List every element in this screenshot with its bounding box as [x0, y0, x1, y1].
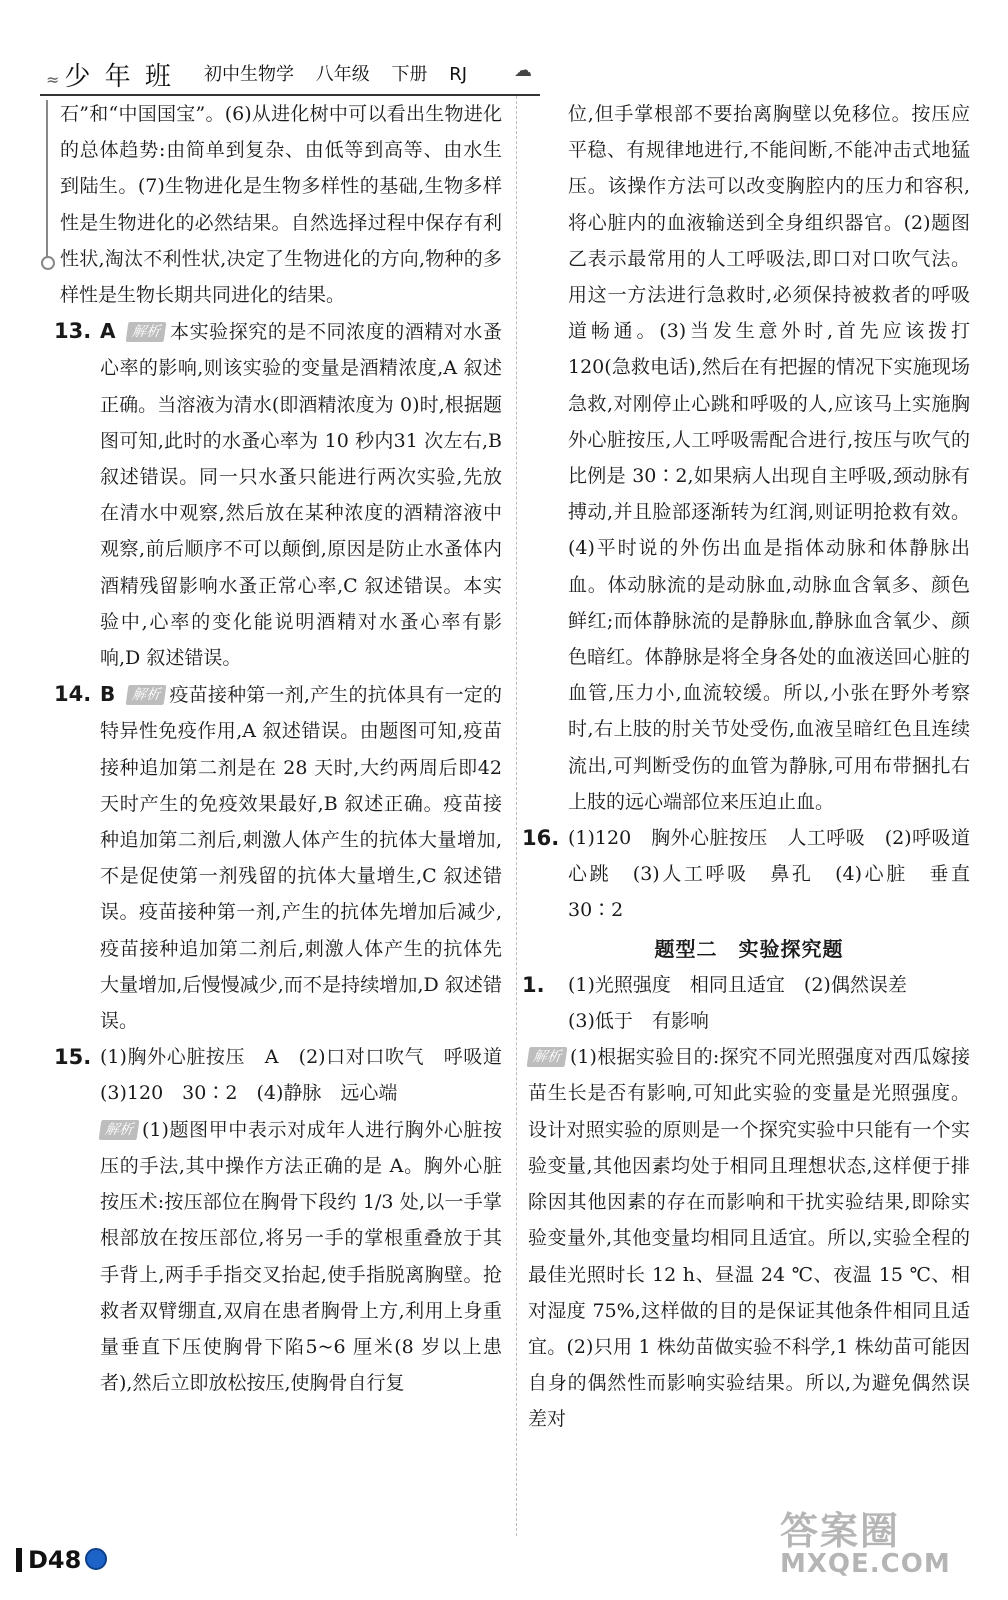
section-title: 题型二 实验探究题 [654, 936, 844, 961]
watermark-line-1: 答案圈 [780, 1509, 901, 1553]
margin-dot [41, 256, 55, 270]
question-15-analysis [60, 1112, 502, 1402]
answer-line-2: (3)低于 有影响 [568, 1010, 709, 1033]
edition: RJ [449, 64, 468, 85]
series-logo [46, 56, 174, 93]
answer-text: (1)120 胸外心脏按压 人工呼吸 (2)呼吸道 心跳 (3)人工呼吸 鼻孔 (4)心脏 垂直 30∶2 [568, 827, 990, 922]
question-1 [522, 967, 970, 1003]
analysis-text: 本实验探究的是不同浓度的酒精对水蚤心率的影响,则该实验的变量是酒精浓度,A 叙述正确。当溶液为清水(即酒精浓度为 0)时,根据题图可知,此时的水蚤心率为 10 秒内31 次左右,B 叙述错误。同一只水蚤只能进行两次实验,先放在清水中观察,然后放在某种浓度的酒精溶液中观察,前后顺序不可以颠倒,原因是防止水蚤体内酒精残留影响水蚤正常心率,C 叙述错误。本实验中,心率的变化能说明酒精对水蚤心率有影响,D 叙述错误。 [100, 321, 502, 670]
logo-deco-icon: ≈ [46, 70, 63, 89]
analysis-text: (1)根据实验目的:探究不同光照强度对西瓜嫁接苗生长是否有影响,可知此实验的变量是光照强度。设计对照实验的原则是一个探究实验中只能有一个实验变量,其他因素均处于相同且理想状态,这样便于排除因其他因素的存在而影响和干扰实验结果,即除实验变量外,其他变量均相同且适宜。所以,实验全程的最佳光照时长 12 h、昼温 24 ℃、夜温 15 ℃、相对湿度 75%,这样做的目的是保证其他条件相同且适宜。(2)只用 1 株幼苗做实验不科学,1 株幼苗可能因自身的偶然性而影响实验结果。所以,为避免偶然误差对 [528, 1046, 970, 1431]
footer-mark [16, 1548, 22, 1572]
question-16 [522, 820, 990, 929]
page-footer [16, 1546, 107, 1574]
answer-choice: A [100, 319, 116, 344]
grade: 八年级 [315, 64, 370, 85]
question-number: 1. [522, 972, 545, 997]
watermark-line-2: MXQE.COM [780, 1549, 951, 1579]
answer-text: (1)胸外心脏按压 A (2)口对口吹气 呼吸道 (3)120 30∶2 (4)静脉 远心端 [100, 1046, 522, 1105]
question-number: 14. [54, 682, 92, 707]
analysis-text: (1)题图甲中表示对成年人进行胸外心脏按压的手法,其中操作方法正确的是 A。胸外心脏按压术:按压部位在胸骨下段约 1/3 处,以一手掌根部放在按压部位,将另一手的掌根重叠放于其手背上,两手手指交叉抬起,使手指脱离胸壁。抢救者双臂绷直,双肩在患者胸骨上方,利用上身重量垂直下压使胸骨下陷5~6 厘米(8 岁以上患者),然后立即放松按压,使胸骨自行复 [100, 1118, 502, 1395]
ball-icon [85, 1548, 107, 1570]
subject-line [204, 60, 483, 86]
margin-line [46, 100, 48, 260]
analysis-tag: 解析 [126, 685, 167, 705]
analysis-text: 疫苗接种第一剂,产生的抗体具有一定的特异性免疫作用,A 叙述错误。由题图可知,疫苗接种追加第二剂是在 28 天时,大约两周后即42 天时产生的免疫效果最好,B 叙述正确。疫苗接种追加第二剂后,刺激人体产生的抗体大量增加,不是促使第一剂残留的抗体大量增生,C 叙述错误。疫苗接种第一剂,产生的抗体先增加后减少,疫苗接种追加第二剂后,刺激人体产生的抗体先大量增加,后慢慢减少,而不是持续增加,D 叙述错误。 [100, 684, 502, 1033]
cloud-icon: ☁ [514, 60, 532, 81]
volume: 下册 [391, 64, 428, 85]
left-column [54, 96, 522, 1401]
page-header [40, 56, 560, 100]
question-number: 15. [54, 1045, 92, 1070]
analysis-tag: 解析 [527, 1047, 568, 1067]
answer-line-1: (1)光照强度 相同且适宜 (2)偶然误差 [568, 973, 907, 996]
watermark [780, 1500, 980, 1590]
subject-name: 初中生物学 [204, 64, 294, 85]
question-14 [54, 676, 502, 1039]
question-number: 13. [54, 319, 92, 344]
question-13 [54, 313, 502, 676]
analysis-tag: 解析 [126, 322, 167, 342]
column-divider [516, 96, 517, 1536]
intro-paragraph: 石”和“中国国宝”。(6)从进化树中可以看出生物进化的总体趋势:由简单到复杂、由低等到高等、由水生到陆生。(7)生物进化是生物多样性的基础,生物多样性是生物进化的必然结果。自然选择过程中保存有利性状,淘汰不利性状,决定了生物进化的方向,物种的多样性是生物长期共同进化的结果。 [60, 103, 502, 307]
analysis-tag: 解析 [99, 1120, 140, 1140]
page-number: D48 [28, 1546, 82, 1574]
question-15-continued: 位,但手掌根部不要抬离胸壁以免移位。按压应平稳、有规律地进行,不能间断,不能冲击式地猛压。该操作方法可以改变胸腔内的压力和容积,将心脏内的血液输送到全身组织器官。(2)题图乙表示最常用的人工呼吸法,即口对口吹气法。用这一方法进行急救时,必须保持被救者的呼吸道畅通。(3)当发生意外时,首先应该拨打 120(急救电话),然后在有把握的情况下实施现场急救,对刚停止心跳和呼吸的人,应该马上实施胸外心脏按压,人工呼吸需配合进行,按压与吹气的比例是 30∶2,如果病人出现自主呼吸,颈动脉有搏动,并且脸部逐渐转为红润,则证明抢救有效。(4)平时说的外伤出血是指体动脉和体静脉出血。体动脉流的是动脉血,动脉血含氧多、颜色鲜红;而体静脉流的是静脉血,静脉血含氧少、颜色暗红。体静脉是将全身各处的血液送回心脏的血管,压力小,血流较缓。所以,小张在野外考察时,右上肢的肘关节处受伤,血液呈暗红色且连续流出,可判断受伤的血管为静脉,可用布带捆扎右上肢的远心端部位来压迫止血。 [568, 103, 970, 813]
question-1-analysis [528, 1039, 970, 1437]
question-number: 16. [522, 826, 560, 851]
question-15 [54, 1039, 522, 1111]
answer-choice: B [100, 682, 116, 707]
right-column [522, 96, 990, 1438]
series-title: 少 年 班 [64, 62, 174, 92]
